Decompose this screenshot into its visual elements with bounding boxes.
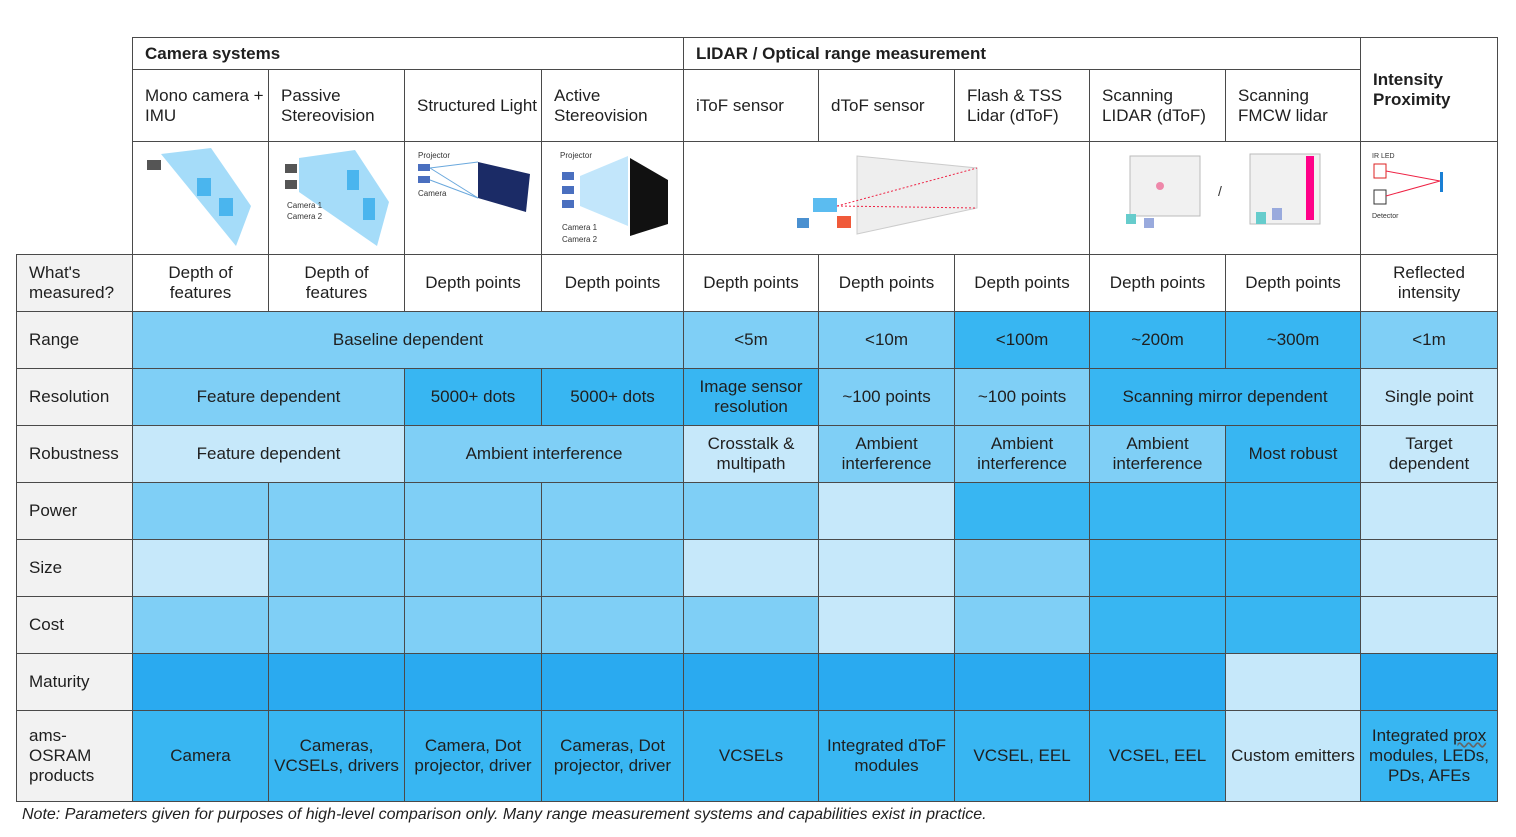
col-mono-camera: Mono camera + IMU <box>133 70 269 142</box>
cell-products: VCSEL, EEL <box>955 711 1090 802</box>
products-text-post: modules, LEDs, PDs, AFEs <box>1369 746 1490 785</box>
diagram-row <box>17 142 1498 255</box>
row-label-robustness: Robustness <box>17 426 133 483</box>
cell-resolution: Scanning mirror dependent <box>1090 369 1361 426</box>
col-dtof-sensor: dToF sensor <box>819 70 955 142</box>
cell-robustness: Ambient interference <box>819 426 955 483</box>
row-label-maturity: Maturity <box>17 654 133 711</box>
detector-label: Detector <box>1372 213 1399 220</box>
active-stereo-diagram <box>542 142 684 255</box>
camera1-label-2: Camera 1 <box>561 223 597 232</box>
row-label-products: ams-OSRAM products <box>17 711 133 802</box>
cell-power <box>133 483 269 540</box>
column-header-row <box>17 70 1498 142</box>
cell-power <box>819 483 955 540</box>
cell-measured: Depth points <box>405 255 542 312</box>
cell-robustness: Crosstalk & multipath <box>684 426 819 483</box>
row-label-measured: What's measured? <box>17 255 133 312</box>
cell-products: Cameras, Dot projector, driver <box>542 711 684 802</box>
cell-products: VCSEL, EEL <box>1090 711 1226 802</box>
cell-resolution: 5000+ dots <box>405 369 542 426</box>
cell-power <box>1226 483 1361 540</box>
camera2-label: Camera 2 <box>286 212 322 221</box>
group-header-row <box>17 38 1498 70</box>
row-resolution <box>17 369 1498 426</box>
row-label-range: Range <box>17 312 133 369</box>
col-scanning-lidar: Scanning LIDAR (dToF) <box>1090 70 1226 142</box>
row-maturity <box>17 654 1498 711</box>
intensity-proximity-diagram <box>1361 142 1498 255</box>
camera-label: Camera <box>418 189 447 198</box>
cell-size <box>684 540 819 597</box>
cell-size <box>1090 540 1226 597</box>
cell-resolution: ~100 points <box>819 369 955 426</box>
row-power <box>17 483 1498 540</box>
cell-cost <box>684 597 819 654</box>
cell-maturity <box>1361 654 1498 711</box>
row-label-power: Power <box>17 483 133 540</box>
group-camera-systems: Camera systems <box>133 38 684 70</box>
cell-products: Integrated dToF modules <box>819 711 955 802</box>
cell-maturity <box>269 654 405 711</box>
cell-size <box>1226 540 1361 597</box>
cell-cost <box>1090 597 1226 654</box>
cell-robustness: Most robust <box>1226 426 1361 483</box>
ir-led-label: IR LED <box>1372 153 1395 160</box>
col-structured-light: Structured Light <box>405 70 542 142</box>
tof-diagram <box>684 142 1090 255</box>
cell-power <box>684 483 819 540</box>
cell-range: <5m <box>684 312 819 369</box>
diagram-slash: / <box>1218 183 1222 199</box>
camera2-label-2: Camera 2 <box>561 235 597 244</box>
row-robustness <box>17 426 1498 483</box>
cell-maturity <box>955 654 1090 711</box>
cell-robustness: Ambient interference <box>405 426 684 483</box>
cell-measured: Depth of features <box>133 255 269 312</box>
cell-resolution: Single point <box>1361 369 1498 426</box>
cell-range: <10m <box>819 312 955 369</box>
passive-stereo-diagram <box>269 142 405 255</box>
cell-size <box>1361 540 1498 597</box>
cell-measured: Depth points <box>819 255 955 312</box>
projector-label: Projector <box>418 151 451 160</box>
cell-measured: Depth points <box>684 255 819 312</box>
row-measured <box>17 255 1498 312</box>
row-label-cost: Cost <box>17 597 133 654</box>
projector-label-2: Projector <box>559 151 592 160</box>
cell-maturity <box>405 654 542 711</box>
cell-cost <box>133 597 269 654</box>
cell-cost <box>542 597 684 654</box>
cell-measured: Reflected intensity <box>1361 255 1498 312</box>
cell-maturity <box>133 654 269 711</box>
footnote: Note: Parameters given for purposes of high-level comparison only. Many range measurement systems and capabilities exist in practice. <box>22 806 987 823</box>
cell-resolution: Feature dependent <box>133 369 405 426</box>
cell-products: Cameras, VCSELs, drivers <box>269 711 405 802</box>
group-lidar: LIDAR / Optical range measurement <box>684 38 1361 70</box>
scanning-lidar-diagram <box>1090 142 1361 255</box>
group-intensity-proximity: Intensity Proximity <box>1361 38 1498 142</box>
cell-measured: Depth points <box>542 255 684 312</box>
cell-size <box>269 540 405 597</box>
cell-cost <box>269 597 405 654</box>
cell-robustness: Ambient interference <box>955 426 1090 483</box>
structured-light-diagram <box>405 142 542 255</box>
cell-products: Camera, Dot projector, driver <box>405 711 542 802</box>
cell-resolution: 5000+ dots <box>542 369 684 426</box>
cell-cost <box>405 597 542 654</box>
row-size <box>17 540 1498 597</box>
camera1-label: Camera 1 <box>286 201 322 210</box>
row-products <box>17 711 1498 802</box>
corner-blank <box>17 38 133 255</box>
cell-robustness: Target dependent <box>1361 426 1498 483</box>
col-itof-sensor: iToF sensor <box>684 70 819 142</box>
cell-cost <box>955 597 1090 654</box>
cell-products-intensity <box>1361 711 1498 802</box>
cell-range: Baseline dependent <box>133 312 684 369</box>
cell-cost <box>1226 597 1361 654</box>
row-label-resolution: Resolution <box>17 369 133 426</box>
cell-power <box>542 483 684 540</box>
products-text-squiggle: prox <box>1453 726 1487 745</box>
products-text-pre: Integrated <box>1371 726 1454 745</box>
cell-power <box>269 483 405 540</box>
col-active-stereovision: Active Stereovision <box>542 70 684 142</box>
cell-size <box>955 540 1090 597</box>
cell-power <box>405 483 542 540</box>
col-scanning-fmcw: Scanning FMCW lidar <box>1226 70 1361 142</box>
cell-size <box>405 540 542 597</box>
cell-range: <1m <box>1361 312 1498 369</box>
cell-robustness: Feature dependent <box>133 426 405 483</box>
cell-size <box>133 540 269 597</box>
mono-camera-diagram <box>133 142 269 255</box>
cell-power <box>1090 483 1226 540</box>
comparison-table <box>16 37 1498 802</box>
cell-maturity <box>684 654 819 711</box>
cell-resolution: ~100 points <box>955 369 1090 426</box>
cell-cost <box>1361 597 1498 654</box>
cell-power <box>955 483 1090 540</box>
cell-products: VCSELs <box>684 711 819 802</box>
cell-maturity <box>1090 654 1226 711</box>
cell-cost <box>819 597 955 654</box>
cell-maturity <box>819 654 955 711</box>
cell-products: Custom emitters <box>1226 711 1361 802</box>
cell-robustness: Ambient interference <box>1090 426 1226 483</box>
cell-maturity <box>542 654 684 711</box>
cell-measured: Depth points <box>955 255 1090 312</box>
row-label-size: Size <box>17 540 133 597</box>
col-passive-stereovision: Passive Stereovision <box>269 70 405 142</box>
cell-power <box>1361 483 1498 540</box>
cell-size <box>542 540 684 597</box>
cell-range: ~300m <box>1226 312 1361 369</box>
cell-products: Camera <box>133 711 269 802</box>
cell-measured: Depth of features <box>269 255 405 312</box>
row-cost <box>17 597 1498 654</box>
col-flash-tss-lidar: Flash & TSS Lidar (dToF) <box>955 70 1090 142</box>
cell-size <box>819 540 955 597</box>
cell-range: ~200m <box>1090 312 1226 369</box>
cell-measured: Depth points <box>1090 255 1226 312</box>
cell-maturity <box>1226 654 1361 711</box>
cell-resolution: Image sensor resolution <box>684 369 819 426</box>
cell-range: <100m <box>955 312 1090 369</box>
cell-measured: Depth points <box>1226 255 1361 312</box>
row-range <box>17 312 1498 369</box>
